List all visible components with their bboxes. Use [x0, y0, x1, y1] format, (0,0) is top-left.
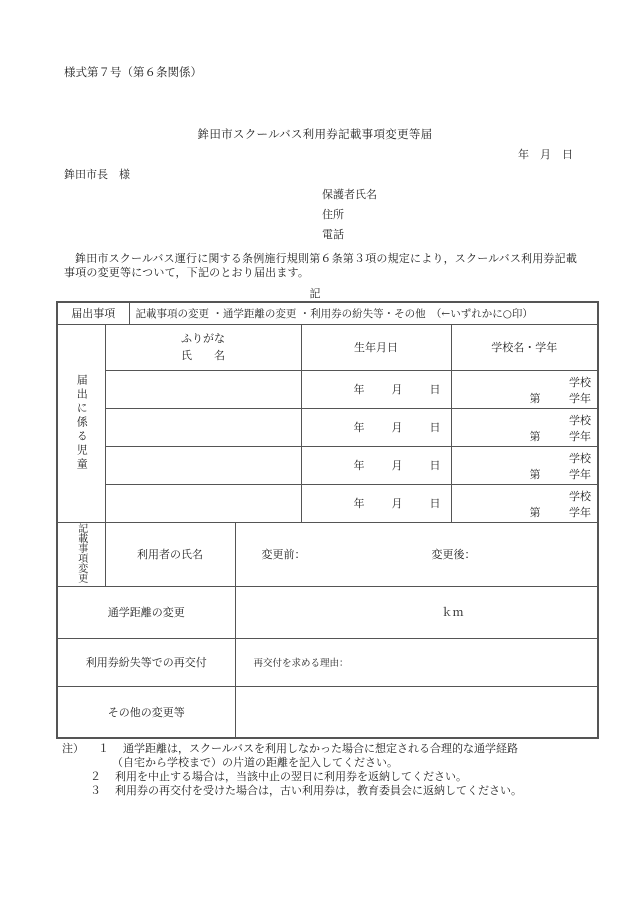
distance-change-label: 通学距離の変更	[57, 586, 235, 638]
changes-label-cell	[57, 522, 105, 586]
before-label: 変更前：	[261, 548, 306, 561]
child-name-input[interactable]	[105, 484, 301, 522]
other-changes-label: その他の変更等	[57, 686, 235, 738]
school-grade-input[interactable]: 学校 第 学年	[451, 446, 598, 484]
distance-unit: ｋｍ	[441, 606, 464, 619]
notification-label: 届出事項	[57, 302, 129, 324]
other-changes-input[interactable]	[235, 686, 598, 738]
birthdate-input[interactable]: 年 月 日	[301, 408, 451, 446]
note-item: ３ 利用券の再交付を受けた場合は，古い利用券は，教育委員会に返納してください。	[90, 784, 522, 797]
changes-label: 記載事項変更	[75, 522, 87, 583]
school-grade-input[interactable]: 学校 第 学年	[451, 484, 598, 522]
guardian-name-label: 保護者氏名	[322, 188, 377, 201]
school-grade-input[interactable]: 学校 第 学年	[451, 370, 598, 408]
name-label: 氏 名	[181, 349, 225, 362]
birthdate-input[interactable]: 年 月 日	[301, 484, 451, 522]
addressee: 鉾田市長 様	[64, 168, 130, 181]
child-name-input[interactable]	[105, 446, 301, 484]
body-text: 鉾田市スクールバス運行に関する条例施行規則第６条第３項の規定により，スクールバス利用券記載事項の変更等について，下記のとおり届出ます。	[64, 252, 578, 279]
children-label: 届出に係る児童	[75, 374, 89, 472]
notification-options[interactable]: 記載事項の変更 ・通学距離の変更 ・利用券の紛失等・その他 （←いずれかに○印）	[129, 302, 598, 324]
notes	[62, 742, 522, 798]
child-row	[57, 370, 598, 408]
user-name-label: 利用者の氏名	[105, 522, 235, 586]
form-number: 様式第７号（第６条関係）	[64, 65, 202, 79]
distance-input[interactable]	[235, 586, 598, 638]
note-item: 注） １ 通学距離は，スクールバスを利用しなかった場合に想定される合理的な通学経路	[62, 742, 519, 755]
change-before-after-input[interactable]	[235, 522, 598, 586]
after-label: 変更後：	[431, 548, 476, 561]
child-name-input[interactable]	[105, 408, 301, 446]
furigana-label: ふりがな	[181, 332, 225, 345]
ki-heading: 記	[309, 287, 321, 300]
child-name-input[interactable]	[105, 370, 301, 408]
reissue-reason-label: 再交付を求める理由：	[253, 658, 349, 669]
address-label: 住所	[322, 208, 344, 221]
birthdate-header: 生年月日	[301, 324, 451, 370]
birthdate-input[interactable]: 年 月 日	[301, 446, 451, 484]
name-header	[105, 324, 301, 370]
date-line: 年 月 日	[518, 148, 573, 161]
school-header: 学校名・学年	[451, 324, 598, 370]
school-grade-input[interactable]: 学校 第 学年	[451, 408, 598, 446]
notification-table	[56, 301, 599, 739]
birthdate-input[interactable]: 年 月 日	[301, 370, 451, 408]
child-row	[57, 484, 598, 522]
child-row	[57, 408, 598, 446]
note-item: ２ 利用を中止する場合は，当該中止の翌日に利用券を返納してください。	[90, 770, 467, 783]
note-item-continuation: （自宅から学校まで）の片道の距離を記入してください。	[112, 756, 398, 769]
phone-label: 電話	[322, 228, 344, 241]
form-title: 鉾田市スクールバス利用券記載事項変更等届	[197, 127, 433, 141]
child-row	[57, 446, 598, 484]
children-label-cell	[57, 324, 105, 522]
reissue-label: 利用券紛失等での再交付	[57, 638, 235, 686]
reissue-reason-input[interactable]	[235, 638, 598, 686]
